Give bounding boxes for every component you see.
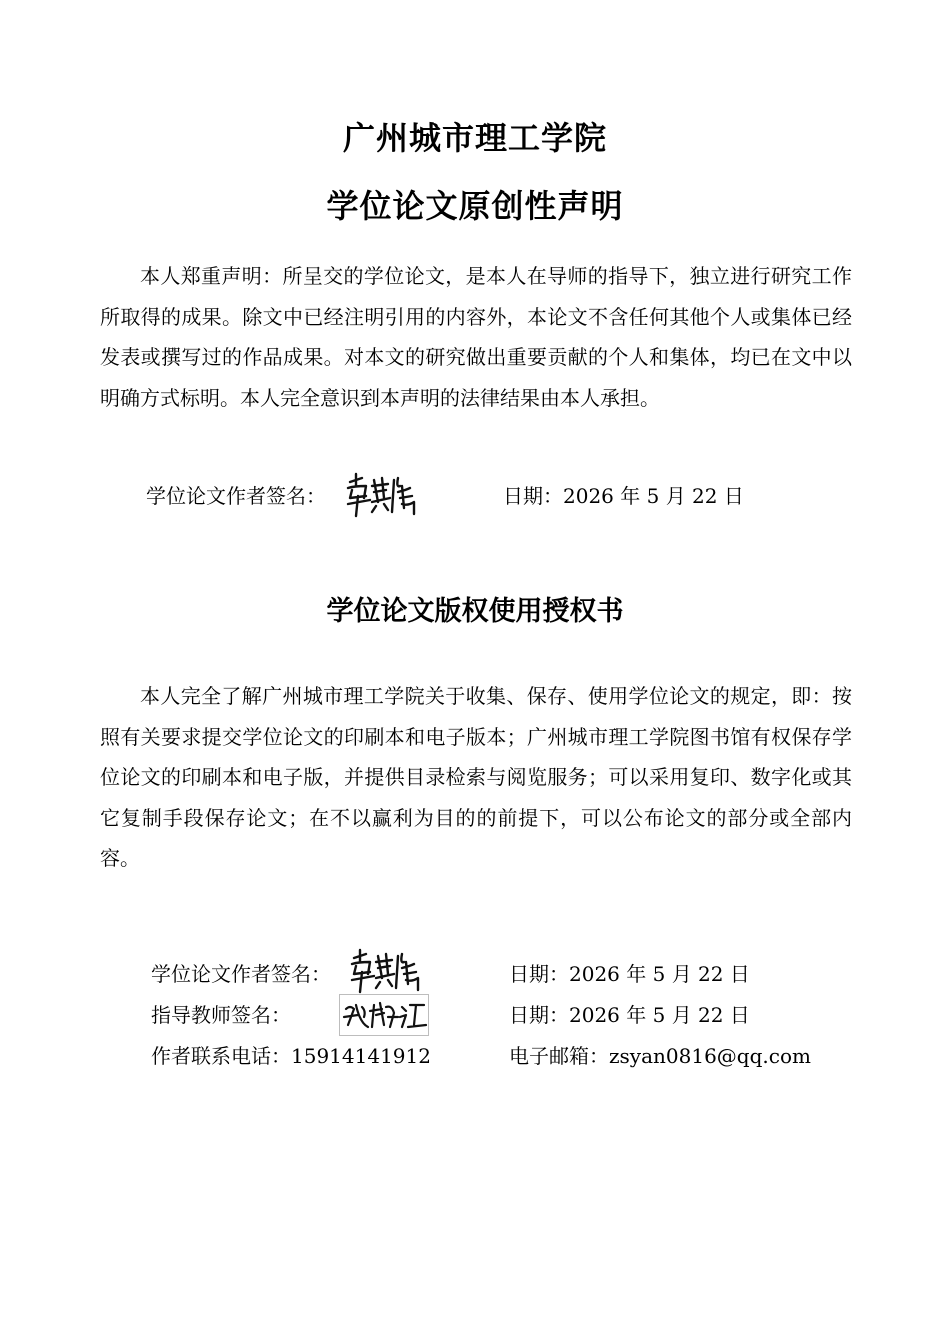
copyright-body: 本人完全了解广州城市理工学院关于收集、保存、使用学位论文的规定，即：按照有关要求提交学位论文的印刷本和电子版本；广州城市理工学院图书馆有权保存学位论文的印刷本和电子版，并提供目录检索与阅览服务；可以采用复印、数字化或其它复制手段保存论文；在不以赢利为目的的前提下，可以公布论文的部分或全部内容。 bbox=[100, 684, 852, 870]
copyright-author-date-value: 2026 年 5 月 22 日 bbox=[569, 962, 750, 986]
declaration-date-group bbox=[503, 482, 744, 510]
email-value: zsyan0816@qq.com bbox=[609, 1044, 811, 1068]
phone-label: 作者联系电话： bbox=[151, 1044, 291, 1068]
copyright-author-sign-label: 学位论文作者签名： bbox=[151, 962, 331, 986]
phone-group bbox=[151, 1042, 431, 1070]
advisor-sign-label: 指导教师签名： bbox=[151, 1003, 291, 1027]
declaration-title: 学位论文原创性声明 bbox=[326, 187, 624, 225]
copyright-title: 学位论文版权使用授权书 bbox=[326, 596, 624, 627]
declaration-body: 本人郑重声明：所呈交的学位论文，是本人在导师的指导下，独立进行研究工作所取得的成果。除文中已经注明引用的内容外，本论文不含任何其他个人或集体已经发表或撰写过的作品成果。对本文的研究做出重要贡献的个人和集体，均已在文中以明确方式标明。本人完全意识到本声明的法律结果由本人承担。 bbox=[100, 264, 852, 410]
advisor-signature-image bbox=[339, 994, 429, 1036]
advisor-date-group bbox=[509, 1001, 750, 1029]
email-label: 电子邮箱： bbox=[509, 1044, 609, 1068]
author-signature-image-2 bbox=[348, 948, 422, 994]
copyright-author-date-group bbox=[509, 960, 750, 988]
author-signature-image bbox=[344, 472, 418, 518]
copyright-author-date-label: 日期： bbox=[509, 962, 569, 986]
school-name: 广州城市理工学院 bbox=[342, 119, 607, 157]
declaration-date-label: 日期： bbox=[503, 484, 563, 508]
phone-value: 15914141912 bbox=[291, 1044, 431, 1068]
declaration-date-value: 2026 年 5 月 22 日 bbox=[563, 484, 744, 508]
advisor-date-value: 2026 年 5 月 22 日 bbox=[569, 1003, 750, 1027]
email-group bbox=[509, 1042, 811, 1070]
declaration-author-sign-label: 学位论文作者签名： bbox=[146, 484, 326, 508]
advisor-date-label: 日期： bbox=[509, 1003, 569, 1027]
